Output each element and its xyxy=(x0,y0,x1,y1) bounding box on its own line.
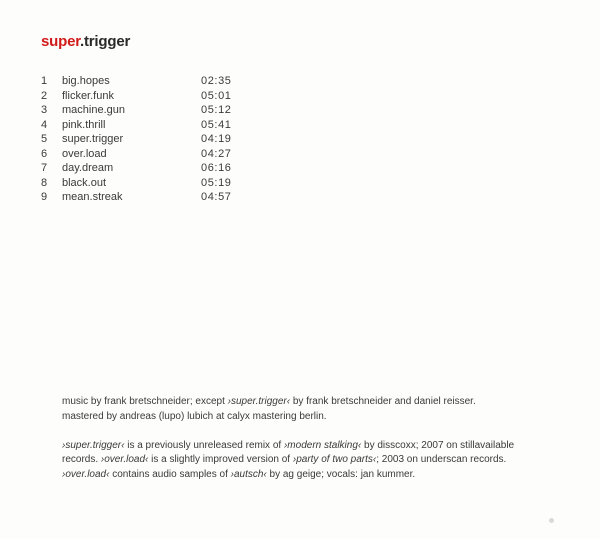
credits-text: by frank bretschneider and daniel reisser. xyxy=(290,396,476,407)
track-reference: ›party of two parts‹ xyxy=(292,454,377,465)
album-title-accent: super xyxy=(41,33,81,50)
track-title: pink.thrill xyxy=(62,118,106,131)
track-reference: ›super.trigger‹ xyxy=(227,396,291,407)
track-reference: ›modern stalking‹ xyxy=(283,439,362,451)
track-row xyxy=(41,89,232,104)
track-row xyxy=(41,118,232,133)
track-row xyxy=(41,161,232,176)
track-number: 6 xyxy=(41,147,48,160)
tracklist xyxy=(41,74,232,205)
track-row xyxy=(41,147,232,162)
notes-text: is a previously unreleased remix of xyxy=(124,439,284,451)
track-duration: 05:12 xyxy=(201,104,232,116)
track-title: big.hopes xyxy=(62,75,110,87)
liner-notes xyxy=(62,395,577,482)
track-row xyxy=(41,103,232,118)
notes-text: contains audio samples of xyxy=(109,468,231,480)
notes-paragraph xyxy=(62,439,577,483)
track-duration: 04:19 xyxy=(201,133,232,145)
track-number: 5 xyxy=(41,133,48,145)
track-duration: 06:16 xyxy=(201,162,232,174)
track-number: 4 xyxy=(41,118,48,131)
track-title: mean.streak xyxy=(62,191,123,203)
track-number: 2 xyxy=(41,89,48,102)
track-reference: ›over.load‹ xyxy=(100,454,149,465)
track-duration: 04:27 xyxy=(201,147,232,160)
track-reference: ›autsch‹ xyxy=(230,468,267,480)
track-reference: ›super.trigger‹ xyxy=(62,439,125,451)
notes-text: is a slightly improved version of xyxy=(148,454,293,465)
credits-text: mastered by andreas (lupo) lubich at calyx mastering berlin. xyxy=(62,410,327,422)
track-row xyxy=(41,176,232,191)
paper-speck xyxy=(549,518,554,523)
track-duration: 05:41 xyxy=(201,118,232,131)
track-row xyxy=(41,74,232,89)
notes-text: ; 2003 on underscan records. xyxy=(376,454,507,465)
track-duration: 05:01 xyxy=(201,89,232,102)
track-duration: 02:35 xyxy=(201,75,232,87)
track-title: over.load xyxy=(62,147,107,160)
track-title: flicker.funk xyxy=(62,89,114,102)
track-reference: ›over.load‹ xyxy=(62,468,110,480)
track-title: super.trigger xyxy=(62,133,124,145)
credits-text: music by frank bretschneider; except xyxy=(62,396,228,407)
track-title: machine.gun xyxy=(62,104,125,116)
track-title: day.dream xyxy=(62,162,114,174)
track-number: 9 xyxy=(41,191,48,203)
paragraph-spacer xyxy=(62,424,577,439)
track-row xyxy=(41,132,232,147)
track-row xyxy=(41,190,232,205)
track-number: 3 xyxy=(41,104,48,116)
album-title xyxy=(41,33,130,51)
notes-text: by disscoxx; 2007 on stillavailable xyxy=(361,439,515,451)
track-number: 8 xyxy=(41,176,48,189)
credits-paragraph xyxy=(62,395,577,424)
notes-text: by ag geige; vocals: jan kummer. xyxy=(266,468,416,480)
album-title-rest: .trigger xyxy=(80,33,131,50)
track-title: black.out xyxy=(62,176,107,189)
track-number: 7 xyxy=(41,162,48,174)
track-duration: 05:19 xyxy=(201,176,232,189)
notes-text: records. xyxy=(62,454,101,465)
track-duration: 04:57 xyxy=(201,191,232,203)
track-number: 1 xyxy=(41,75,48,87)
